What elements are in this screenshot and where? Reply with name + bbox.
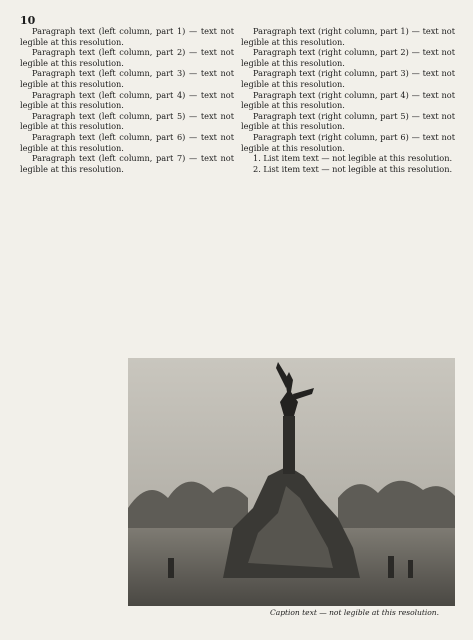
paragraph: Paragraph text (right column, part 4) — text not legible at this resolution. (241, 89, 455, 111)
list-item: 1. List item text — not legible at this resolution. (253, 153, 453, 164)
paragraph: Paragraph text (left column, part 3) — text not legible at this resolution. (20, 68, 234, 89)
paragraph: Paragraph text (left column, part 4) — text not legible at this resolution. (20, 89, 234, 111)
paragraph: Paragraph text (right column, part 3) — text not legible at this resolution. (241, 68, 455, 89)
right-text-column (241, 26, 455, 361)
paragraph: Paragraph text (right column, part 2) — text not legible at this resolution. (241, 47, 455, 68)
page-number: 10 (20, 14, 36, 27)
paragraph: Paragraph text (left column, part 6) — text not legible at this resolution. (20, 131, 234, 153)
paragraph: Paragraph text (right column, part 1) — text not legible at this resolution. (241, 26, 455, 47)
monument-illustration (128, 358, 455, 606)
paragraph: Paragraph text (right column, part 5) — text not legible at this resolution. (241, 110, 455, 132)
paragraph: Paragraph text (right column, part 6) — text not legible at this resolution. (241, 131, 455, 153)
paragraph: Paragraph text (left column, part 1) — text not legible at this resolution. (20, 26, 234, 47)
figure-caption: Caption text — not legible at this resolution. (269, 608, 440, 617)
monument-photo (128, 358, 455, 606)
list-item: 2. List item text — not legible at this resolution. (253, 163, 453, 174)
paragraph: Paragraph text (left column, part 5) — text not legible at this resolution. (20, 110, 234, 132)
paragraph: Paragraph text (left column, part 7) — text not legible at this resolution. (20, 153, 234, 174)
paragraph: Paragraph text (left column, part 2) — text not legible at this resolution. (20, 47, 234, 68)
